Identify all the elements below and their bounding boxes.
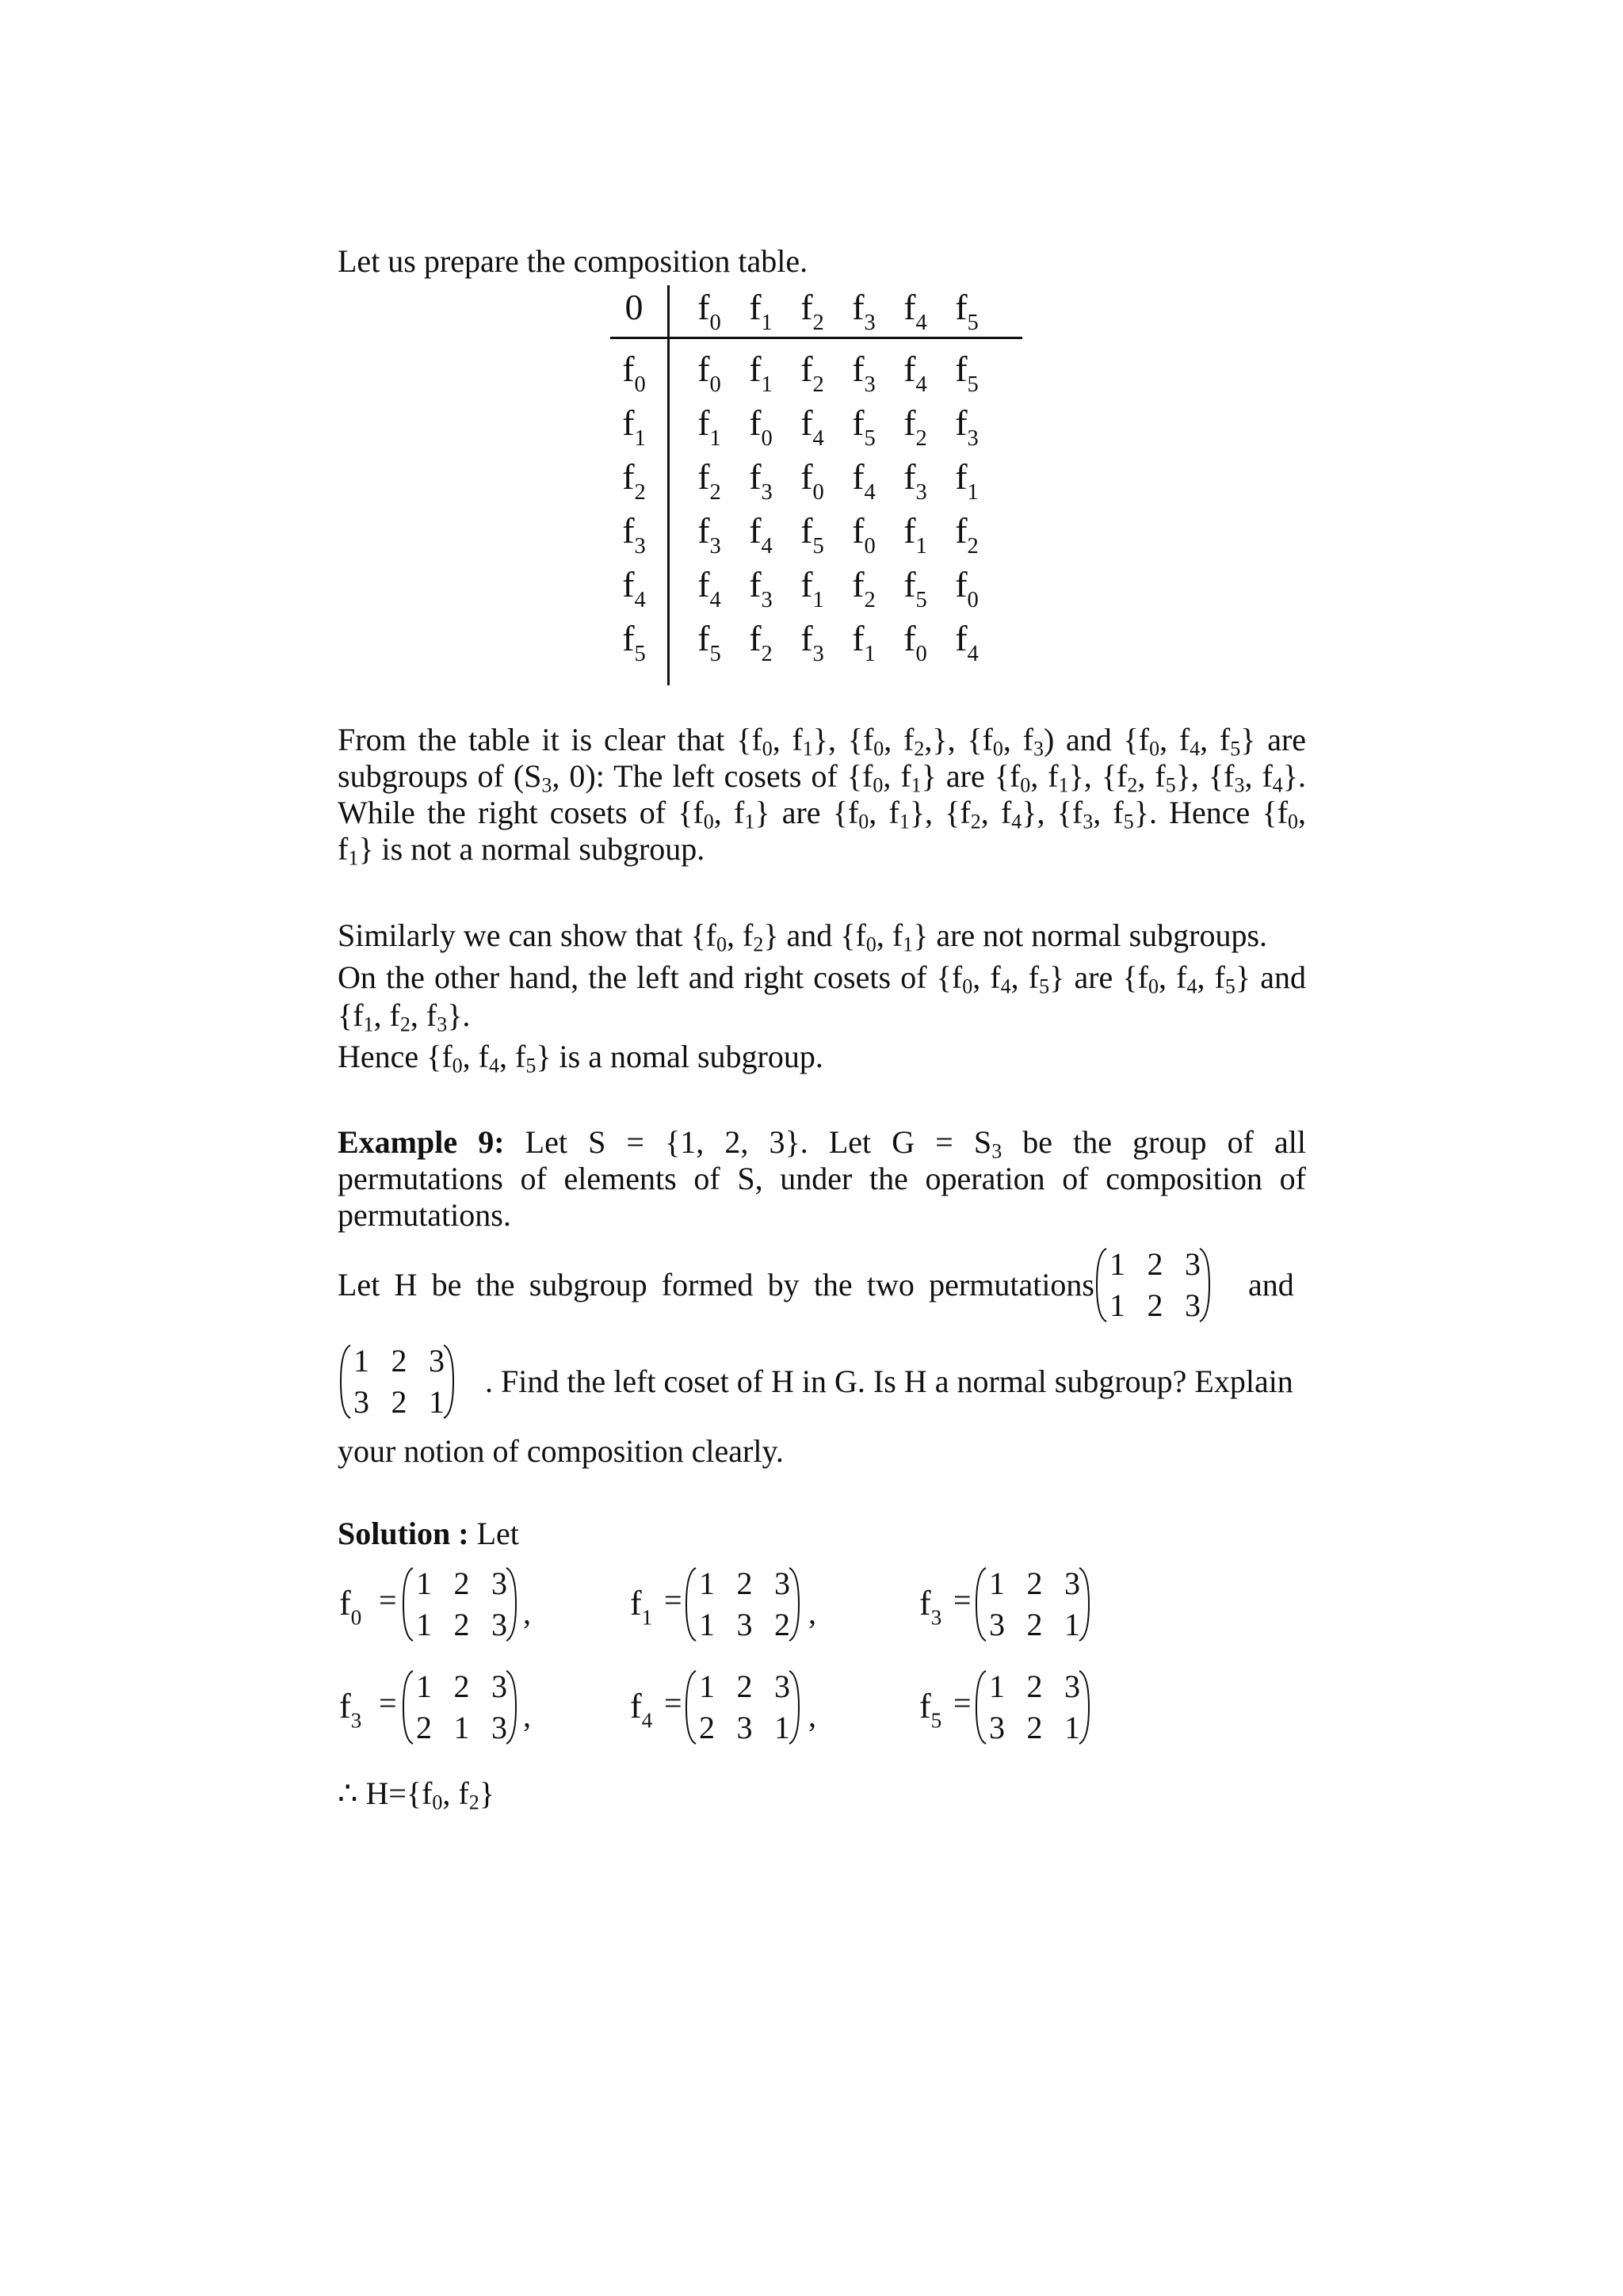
matrix-entry: 1 xyxy=(416,1566,432,1601)
table-header-row xyxy=(610,285,1022,333)
matrix-entry: 1 xyxy=(1064,1710,1080,1745)
matrix-entry: 1 xyxy=(699,1607,715,1642)
find-coset-text: . Find the left coset of H in G. Is H a normal subgroup? Explain xyxy=(485,1363,1293,1399)
matrix-top-row xyxy=(1109,1245,1201,1283)
table-row xyxy=(610,509,1022,559)
para1-line-4: $f_1$} is not a normal subgroup. xyxy=(338,831,705,870)
table-cell: $f_3$ xyxy=(955,402,979,451)
left-paren xyxy=(403,1671,413,1744)
matrix-bottom-row xyxy=(416,1709,507,1747)
matrix-entry: 3 xyxy=(353,1384,369,1420)
matrix-entry: 2 xyxy=(774,1607,790,1642)
f4-matrix xyxy=(683,1668,802,1747)
table-cell: $f_1$ xyxy=(903,510,927,559)
para1-line-3: While the right cosets of {$f_0$, $f_1$} are {$f_0$, $f_1$}, {$f_2$, $f_4$}, {$f_3$, $f_5$}. Hence {$f_0$, xyxy=(338,795,1307,833)
matrix-entry: 1 xyxy=(774,1710,790,1745)
therefore-line: ∴ $H=\{f_0$, $f_2$} xyxy=(338,1775,495,1814)
table-row xyxy=(610,563,1022,610)
matrix-top-row xyxy=(416,1565,507,1603)
table-row xyxy=(610,616,1022,664)
matrix-bottom-row xyxy=(699,1606,790,1644)
para2-line-2: On the other hand, the left and right cosets of {$f_0$, $f_4$, $f_5$} are {$f_0$, $f_4$, $f_5$} and xyxy=(338,959,1307,998)
matrix-entry: 3 xyxy=(491,1607,507,1642)
table-cell: $f_5$ xyxy=(955,349,979,397)
left-paren xyxy=(686,1671,696,1744)
left-paren xyxy=(686,1568,696,1641)
matrix-top-row xyxy=(989,1668,1080,1706)
matrix-entry: 1 xyxy=(1064,1607,1080,1642)
comma: , xyxy=(523,1595,531,1630)
matrix-entry: 2 xyxy=(453,1607,470,1642)
equals-sign: = xyxy=(379,1685,397,1721)
f3-matrix-second xyxy=(400,1668,519,1747)
table-cell: $f_4$ xyxy=(955,618,979,666)
table-cell: $f_1$ xyxy=(852,618,876,666)
matrix-entry: 3 xyxy=(491,1710,507,1745)
matrix-entry: 1 xyxy=(699,1566,715,1601)
f5-matrix xyxy=(973,1668,1092,1747)
matrix-top-row xyxy=(699,1668,790,1706)
matrix-entry: 3 xyxy=(774,1566,790,1601)
table-horizontal-rule xyxy=(610,337,1022,339)
f0-label: $f_0$ xyxy=(339,1584,362,1630)
left-paren xyxy=(976,1568,986,1641)
matrix-entry: 3 xyxy=(491,1566,507,1601)
matrix-entry: 1 xyxy=(1109,1287,1125,1323)
example-line-1 xyxy=(338,1123,1306,1161)
matrix-top-row xyxy=(699,1565,790,1603)
right-paren xyxy=(1200,1249,1209,1322)
table-row xyxy=(610,455,1022,505)
example-label: Example 9: xyxy=(338,1124,505,1160)
para1-line-2: subgroups of ($S_3$, 0): The left cosets of {$f_0$, $f_1$} are {$f_0$, $f_1$}, {$f_2$, $f_5$}, {$f_3$, $f_4$}. xyxy=(338,758,1306,797)
table-header-cell: $f_2$ xyxy=(800,287,824,335)
right-paren xyxy=(444,1345,453,1418)
table-cell: $f_3$ xyxy=(903,456,927,505)
matrix-entry: 3 xyxy=(1185,1246,1201,1282)
table-cell: $f_0$ xyxy=(903,618,927,666)
table-cell: $f_1$ xyxy=(800,564,824,612)
f5-label: $f_5$ xyxy=(919,1687,942,1733)
matrix-entry: 1 xyxy=(416,1607,432,1642)
matrix-bottom-row xyxy=(989,1709,1080,1747)
table-cell: $f_4$ xyxy=(800,402,824,451)
left-paren xyxy=(341,1345,350,1418)
table-row-label: $f_5$ xyxy=(622,618,646,666)
h-definition-line: Let H be the subgroup formed by the two permutations xyxy=(338,1267,1094,1302)
comma: , xyxy=(808,1595,816,1630)
right-paren xyxy=(506,1568,516,1641)
matrix-entry: 2 xyxy=(736,1566,753,1601)
right-paren xyxy=(1079,1568,1089,1641)
right-paren xyxy=(789,1671,799,1744)
table-cell: $f_0$ xyxy=(852,510,876,559)
matrix-top-row xyxy=(989,1565,1080,1603)
matrix-top-row xyxy=(353,1342,445,1380)
matrix-entry: 2 xyxy=(391,1343,407,1379)
table-cell: $f_2$ xyxy=(903,402,927,451)
matrix-bottom-row xyxy=(989,1606,1080,1644)
matrix-entry: 2 xyxy=(416,1710,432,1745)
matrix-bottom-row xyxy=(1109,1287,1201,1325)
table-cell: $f_5$ xyxy=(852,402,876,451)
table-cell: $f_2$ xyxy=(749,618,773,666)
f3-label: $f_3$ xyxy=(339,1687,362,1733)
equals-sign: = xyxy=(953,1582,972,1618)
solution-line xyxy=(338,1515,519,1553)
table-cell: $f_1$ xyxy=(955,456,979,505)
matrix-entry: 3 xyxy=(736,1710,753,1745)
table-cell: $f_4$ xyxy=(852,456,876,505)
matrix-entry: 1 xyxy=(453,1710,470,1745)
table-header-cell: $f_0$ xyxy=(697,287,721,335)
f4-label: $f_4$ xyxy=(630,1687,653,1733)
matrix-entry: 2 xyxy=(1026,1669,1043,1704)
table-header-cell: $f_1$ xyxy=(749,287,773,335)
right-paren xyxy=(1079,1671,1089,1744)
matrix-entry: 3 xyxy=(774,1669,790,1704)
table-cell: $f_3$ xyxy=(852,349,876,397)
table-cell: $f_4$ xyxy=(697,564,721,612)
para2-line-1: Similarly we can show that {$f_0$, $f_2$} and {$f_0$, $f_1$} are not normal subgroups. xyxy=(338,917,1268,956)
table-cell: $f_2$ xyxy=(852,564,876,612)
table-cell: $f_1$ xyxy=(749,349,773,397)
left-paren xyxy=(1097,1249,1106,1322)
f1-matrix xyxy=(683,1565,802,1644)
para1-line-1: From the table it is clear that {$f_0$, $f_1$}, {$f_0$, $f_2$,}, {$f_0$, $f_3$) and {$f_0$, $f_4$, $f_5$} are xyxy=(338,722,1307,761)
table-cell: $f_0$ xyxy=(955,564,979,612)
table-row-label: $f_2$ xyxy=(622,456,646,505)
example-line-3: permutations. xyxy=(338,1197,511,1233)
table-header-cell: $f_5$ xyxy=(955,287,979,335)
matrix-entry: 2 xyxy=(1147,1287,1163,1323)
table-cell: $f_2$ xyxy=(955,510,979,559)
matrix-entry: 2 xyxy=(453,1669,470,1704)
matrix-top-row xyxy=(416,1668,507,1706)
matrix-entry: 3 xyxy=(1064,1566,1080,1601)
matrix-entry: 1 xyxy=(416,1669,432,1704)
table-cell: $f_2$ xyxy=(697,456,721,505)
matrix-entry: 1 xyxy=(353,1343,369,1379)
table-cell: $f_4$ xyxy=(749,510,773,559)
table-row-label: $f_1$ xyxy=(622,402,646,451)
table-header-cell: $f_3$ xyxy=(852,287,876,335)
para2-line-4: Hence {$f_0$, $f_4$, $f_5$} is a nomal subgroup. xyxy=(338,1039,823,1077)
matrix-entry: 2 xyxy=(699,1710,715,1745)
matrix-entry: 1 xyxy=(429,1384,445,1420)
matrix-entry: 3 xyxy=(491,1669,507,1704)
table-cell: $f_3$ xyxy=(749,564,773,612)
intro-text: Let us prepare the composition table. xyxy=(338,243,808,279)
solution-text: Let xyxy=(468,1516,519,1551)
matrix-entry: 2 xyxy=(1026,1607,1043,1642)
table-cell: $f_0$ xyxy=(749,402,773,451)
table-cell: $f_5$ xyxy=(697,618,721,666)
left-paren xyxy=(403,1568,413,1641)
table-header-cell: $f_4$ xyxy=(903,287,927,335)
matrix-bottom-row xyxy=(353,1383,445,1421)
equals-sign: = xyxy=(953,1685,972,1721)
f1-label: $f_1$ xyxy=(630,1584,653,1630)
f3-label: $f_3$ xyxy=(919,1584,942,1630)
example-line-2: permutations of elements of S, under the operation of composition of xyxy=(338,1161,1306,1196)
matrix-entry: 3 xyxy=(429,1343,445,1379)
equals-sign: = xyxy=(664,1685,682,1721)
matrix-entry: 1 xyxy=(1109,1246,1125,1282)
table-row-label: $f_0$ xyxy=(622,349,646,397)
right-paren xyxy=(506,1671,516,1744)
matrix-entry: 2 xyxy=(391,1384,407,1420)
comma: , xyxy=(523,1698,531,1733)
solution-label: Solution : xyxy=(338,1516,469,1551)
equals-sign: = xyxy=(379,1582,397,1618)
matrix-entry: 2 xyxy=(1147,1246,1163,1282)
matrix-entry: 2 xyxy=(736,1669,753,1704)
equals-sign: = xyxy=(664,1582,682,1618)
table-row-label: $f_3$ xyxy=(622,510,646,559)
matrix-bottom-row xyxy=(699,1709,790,1747)
table-cell: $f_5$ xyxy=(903,564,927,612)
matrix-bottom-row xyxy=(416,1606,507,1644)
f0-matrix xyxy=(400,1565,519,1644)
matrix-entry: 3 xyxy=(736,1607,753,1642)
para2-line-3: {$f_1$, $f_2$, $f_3$}. xyxy=(338,997,471,1036)
composition-notion-text: your notion of composition clearly. xyxy=(338,1433,784,1469)
matrix-entry: 3 xyxy=(989,1607,1005,1642)
matrix-entry: 2 xyxy=(1026,1566,1043,1601)
matrix-entry: 3 xyxy=(989,1710,1005,1745)
table-cell: $f_0$ xyxy=(800,456,824,505)
table-row xyxy=(610,347,1022,395)
table-cell: $f_5$ xyxy=(800,510,824,559)
matrix-entry: 1 xyxy=(989,1669,1005,1704)
right-paren xyxy=(789,1568,799,1641)
table-cell: $f_2$ xyxy=(800,349,824,397)
and-text: and xyxy=(1248,1267,1294,1302)
matrix-entry: 3 xyxy=(1185,1287,1201,1323)
left-paren xyxy=(976,1671,986,1744)
table-cell: $f_3$ xyxy=(749,456,773,505)
matrix-identity xyxy=(1094,1245,1212,1325)
matrix-entry: 2 xyxy=(1026,1710,1043,1745)
matrix-entry: 2 xyxy=(453,1566,470,1601)
example-line-1-text: Let S = {1, 2, 3}. Let $G = S_3$ be the group of all xyxy=(504,1124,1306,1163)
matrix-entry: 1 xyxy=(699,1669,715,1704)
table-cell: $f_0$ xyxy=(697,349,721,397)
matrix-entry: 1 xyxy=(989,1566,1005,1601)
table-cell: $f_3$ xyxy=(697,510,721,559)
matrix-reversal xyxy=(338,1342,456,1421)
matrix-entry: 3 xyxy=(1064,1669,1080,1704)
f3-matrix xyxy=(973,1565,1092,1644)
table-row xyxy=(610,401,1022,451)
comma: , xyxy=(808,1698,816,1733)
table-row-label: $f_4$ xyxy=(622,564,646,612)
table-operator: 0 xyxy=(624,287,643,327)
table-cell: $f_4$ xyxy=(903,349,927,397)
table-cell: $f_3$ xyxy=(800,618,824,666)
table-cell: $f_1$ xyxy=(697,402,721,451)
